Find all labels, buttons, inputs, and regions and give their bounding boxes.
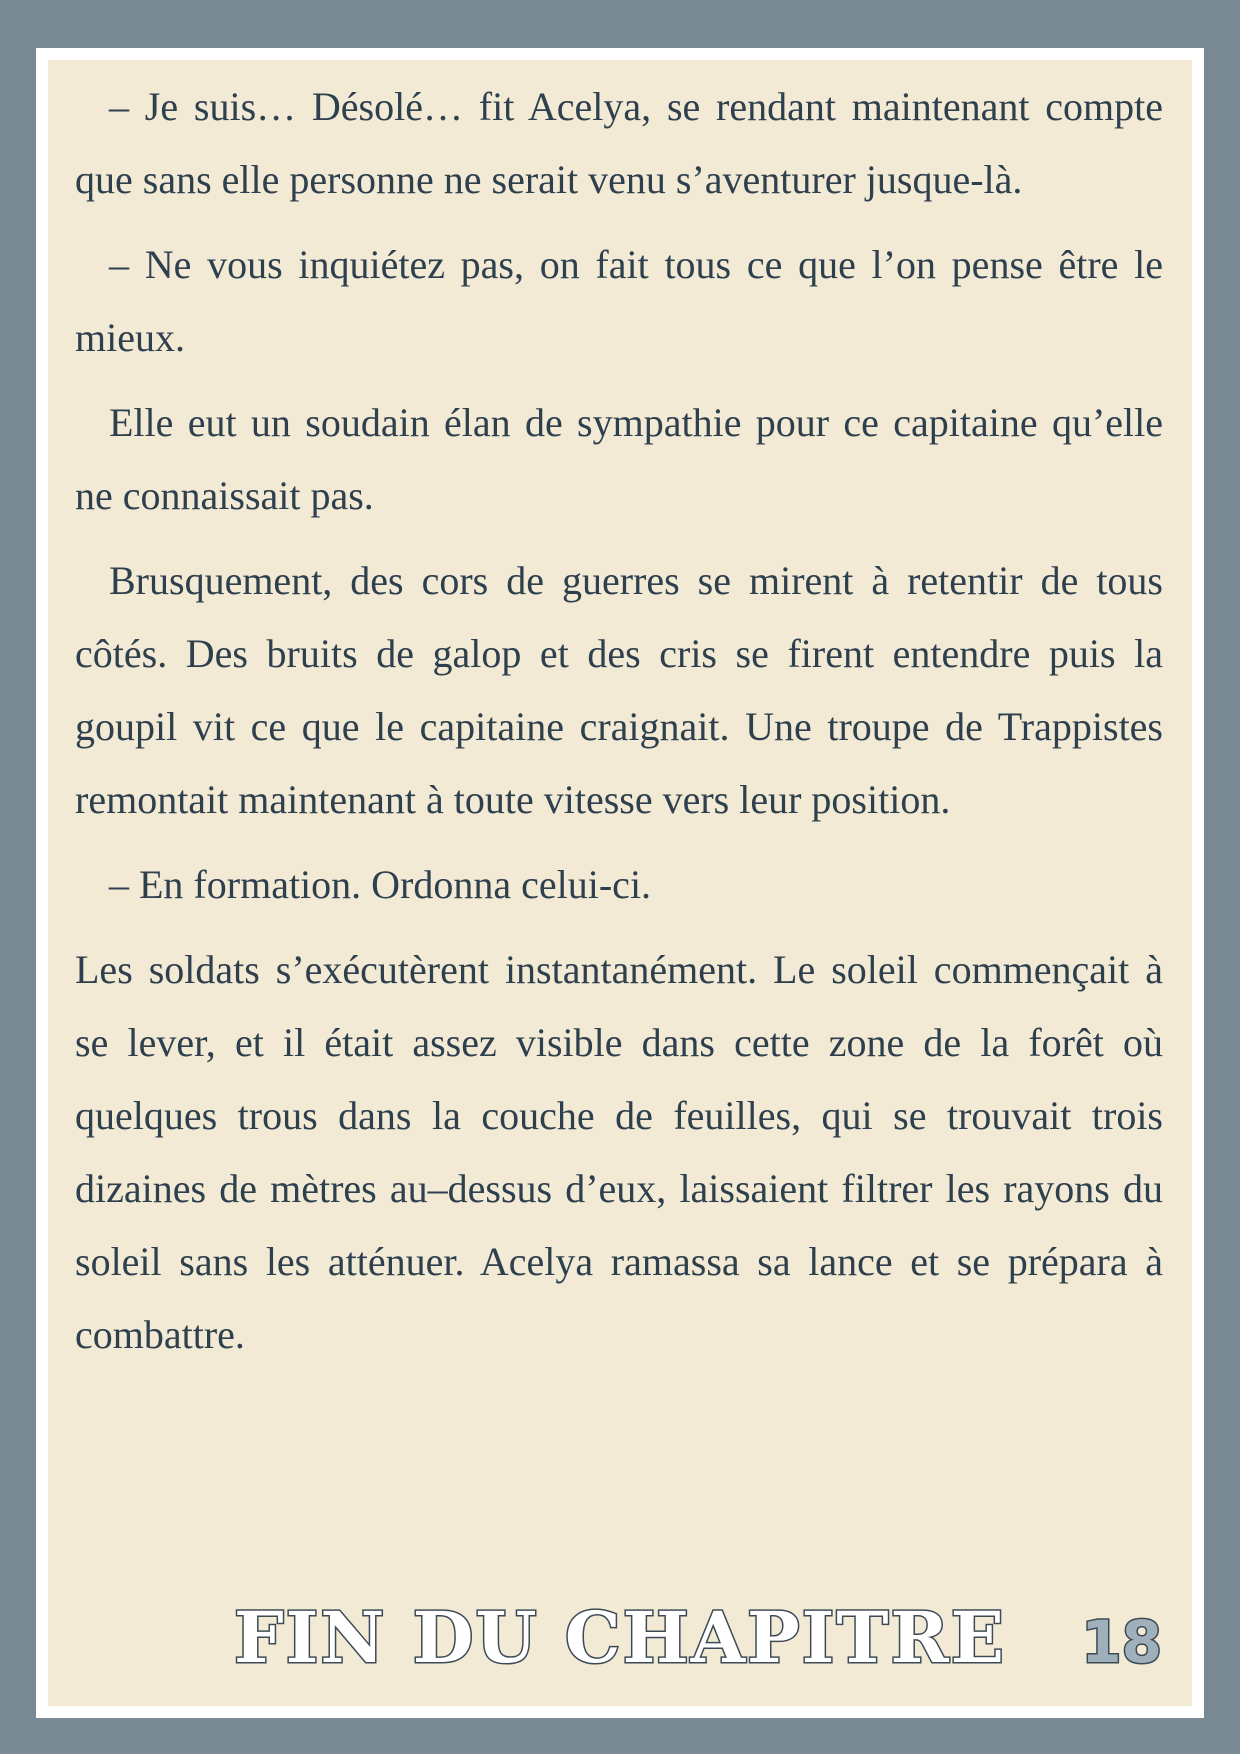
story-text — [75, 70, 1163, 1383]
narration-paragraph: Elle eut un soudain élan de sympathie pour ce capitaine qu’elle ne connaissait pas. — [75, 400, 1163, 518]
narration-paragraph: Brusquement, des cors de guerres se mirent à retentir de tous côtés. Des bruits de galop et des cris se firent entendre puis la goupil vit ce que le capitaine craignait. Une troupe de Trappistes remontait maintenant à toute vitesse vers leur position. — [75, 558, 1163, 822]
dialogue-paragraph: – Ne vous inquiétez pas, on fait tous ce que l’on pense être le mieux. — [75, 242, 1163, 360]
book-page — [48, 60, 1192, 1706]
page-frame — [36, 48, 1204, 1718]
narration-paragraph: Les soldats s’exécutèrent instantanément. Le soleil commençait à se lever, et il était assez visible dans cette zone de la forêt où quelques trous dans la couche de feuilles, qui se trouvait trois dizaines de mètres au–dessus d’eux, laissaient filtrer les rayons du soleil sans les atténuer. Acelya ramassa sa lance et se prépara à combattre. — [75, 947, 1163, 1357]
page-number: 18 — [1081, 1608, 1162, 1676]
dialogue-paragraph: – En formation. Ordonna celui-ci. — [109, 862, 652, 907]
chapter-end-title: FIN DU CHAPITRE — [233, 1596, 1007, 1679]
dialogue-paragraph: – Je suis… Désolé… fit Acelya, se rendant maintenant compte que sans elle personne ne serait venu s’aventurer jusque-là. — [75, 84, 1163, 202]
